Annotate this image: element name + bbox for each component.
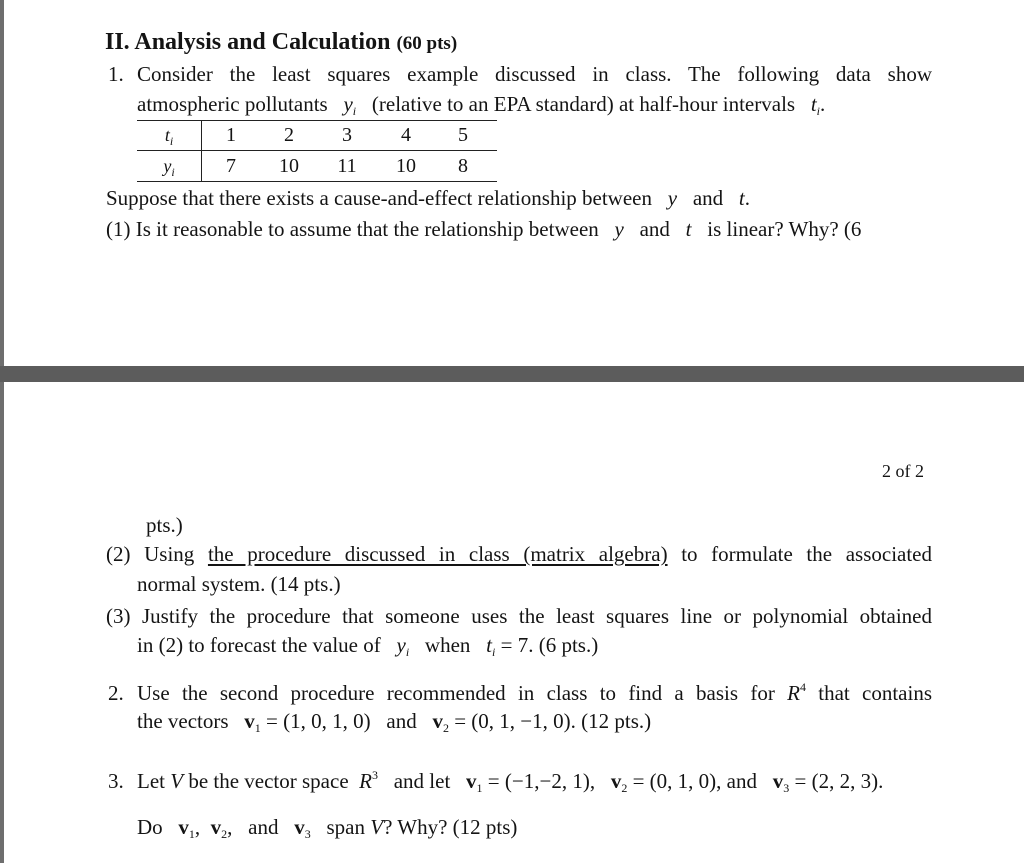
suppose-line: Suppose that there exists a cause-and-effect relationship between y and t. <box>106 186 750 210</box>
part-1-continuation: pts.) <box>146 513 183 537</box>
part-2-line-2: normal system. (14 pts.) <box>137 572 341 596</box>
data-table <box>137 120 497 182</box>
question-3-line-1: Let V be the vector space $R^3$ and let $v_1 = (-1,-2$, 1), $v_2 = (0$, 1, 0), and $v_3 = (2$, 2, 3). <box>137 768 884 795</box>
question-2-line-2: the vectors $v_1 = (1$, 0, 1, 0) and $v_2 = (0$, 1, −1, 0). (12 pts.) <box>137 709 652 735</box>
table-cell-y: 10 <box>279 155 299 177</box>
page-2 <box>0 382 1024 863</box>
table-cell-y: 7 <box>226 155 236 177</box>
question-1-line-1: Consider the least squares example discussed in class. The following data show <box>137 62 932 86</box>
table-cell-t: 3 <box>342 124 352 146</box>
question-3-number: 3. <box>108 769 124 793</box>
table-cell-t: 2 <box>284 124 294 146</box>
heading-title: Analysis and Calculation <box>134 29 391 55</box>
question-1-number: 1. <box>108 62 124 86</box>
question-2-number: 2. <box>108 681 124 705</box>
part-1-question: (1) Is it reasonable to assume that the relationship between y and t is linear? Why? (6 <box>106 217 862 241</box>
table-cell-y: 8 <box>458 155 468 177</box>
table-header-y: $y_i$ <box>163 156 175 179</box>
table-cell-y: 10 <box>396 155 416 177</box>
heading-roman: II. <box>105 29 130 55</box>
table-cell-t: 4 <box>401 124 411 146</box>
section-heading <box>105 28 457 58</box>
part-3-line-1: (3) Justify the procedure that someone uses the least squares line or polynomial obtained <box>106 604 932 628</box>
table-header-t: $t_i$ <box>164 125 174 148</box>
heading-points: (60 pts) <box>396 33 458 54</box>
page-1-bottom-section <box>0 0 1024 366</box>
page-gap <box>0 366 1024 382</box>
question-2-line-1: Use the second procedure recommended in class to find a basis for $R^4$ that contains <box>137 680 933 705</box>
page-number: 2 of 2 <box>882 461 924 481</box>
part-3-line-2: in (2) to forecast the value of $y_i$ when $t_i = 7$. (6 pts.) <box>137 633 599 659</box>
table-cell-t: 1 <box>226 124 236 146</box>
question-3-line-2: Do $v_1$, $v_2$, and $v_3$ span V? Why? (12 pts) <box>137 815 518 841</box>
table-cell-y: 11 <box>337 155 357 177</box>
question-1-line-2: atmospheric pollutants $y_i$ (relative to an EPA standard) at half-hour intervals $t_i$. <box>137 92 826 118</box>
table-cell-t: 5 <box>458 124 468 146</box>
part-2-line-1: (2) Using the procedure discussed in class (matrix algebra) to formulate the associated <box>106 542 933 566</box>
